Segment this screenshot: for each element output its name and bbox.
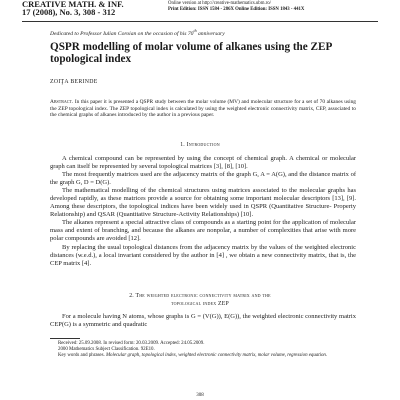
footnote-msc: 2000 Mathematics Subject Classification. 92E10. xyxy=(58,347,155,353)
footnotes xyxy=(50,341,356,359)
paragraph: A chemical compound can be represented by using the concept of chemical graph. A chemical or molecular graph can itself be represented by several topological matrices [3], [8], [10]. xyxy=(50,155,356,171)
section-heading-line: topological index ZEP xyxy=(171,300,229,307)
header-rule xyxy=(22,21,378,22)
abstract-lead: Abstract. xyxy=(50,99,74,105)
author-name: ZOIŢA BERINDE xyxy=(50,79,98,85)
paragraph: The alkanes represent a special attractive class of compounds as a starting point for the application of molecular mass and extent of branching, and because the alkanes are nonpolar, a number of complexities that arise with more polar compounds are avoided [12]. xyxy=(50,219,356,243)
paragraph: The mathematical modelling of the chemical structures using matrices associated to the molecular graphs has developed rapidly, as these matrices provide a source for obtaining some important molecular descriptors [13], [9]. Among these descriptors, the topological indices have been widely used in QSPR (Quantitative Structure- Property Relationship) and QSAR (Quantitative Structure-Activity Relationships) [10]. xyxy=(50,187,356,219)
online-info xyxy=(168,1,304,13)
paragraph: By replacing the usual topological distances from the adjacency matrix by the values of the weighted electronic distances (w.e.d.), a local invariant considered by the author in [4] , we obtain a new connectivity matrix, that is, the CEP matrix [4]. xyxy=(50,243,356,267)
keywords-text: Molecular graph, topological index, weighted electronic connectivity matrix, molar volume, regression equation. xyxy=(104,353,328,359)
abstract xyxy=(50,99,356,119)
dedication-after: anniversary xyxy=(196,30,225,37)
paper-title: QSPR modelling of molar volume of alkanes using the ZEP topological index xyxy=(50,41,332,65)
issn-line: Print Edition: ISSN 1584 - 286X Online Edition: ISSN 1843 - 441X xyxy=(168,7,305,12)
introduction-body xyxy=(50,155,356,268)
dedication xyxy=(50,28,225,37)
journal-info xyxy=(22,0,124,16)
abstract-text: In this paper it is presented a QSPR study between the molar volume (MV) and molecular structure for a set of 70 alkanes using the ZEP topological index. The ZEP topological index is calculated by using the weighted electronic connectivity matrix, CEP, associated to the chemical graphs of alkanes introduced by the author in a previous paper. xyxy=(50,99,356,119)
page-number: 308 xyxy=(196,393,204,398)
keywords-label: Key words and phrases. xyxy=(58,353,105,359)
paragraph: For a molecule having N atoms, whose graphs is G = (V(G)), E(G)), the weighted electronic connectivity matrix CEP(G) is a symmetric and quadratic xyxy=(50,313,356,329)
journal-header xyxy=(0,0,400,20)
dedication-text: Dedicated to Professor Iulian Coroian on the occasion of his 70 xyxy=(50,30,194,37)
footnote-received: Received: 25.09.2008. In revised form: 20.03.2009. Accepted: 24.05.2009. xyxy=(58,341,205,346)
section-heading-introduction: 1. Introduction xyxy=(180,142,220,148)
section-heading-line: 2. The weighted electronic connectivity matrix and the xyxy=(129,293,271,299)
journal-name: CREATIVE MATH. & INF. xyxy=(22,0,124,9)
paragraph: The most frequently matrices used are the adjacency matrix of the graph G, A = A(G), and the distance matrix of the graph G, D = D(G). xyxy=(50,171,356,187)
footnote-rule xyxy=(50,338,80,339)
journal-volume: 17 (2008), No. 3, 308 - 312 xyxy=(22,7,116,17)
section2-body xyxy=(50,313,356,329)
footnote-keywords xyxy=(50,353,356,359)
dedication-sup: th xyxy=(193,28,197,33)
section-heading-weighted-matrix xyxy=(0,293,400,308)
online-version[interactable]: Online version at http://creative-mathematics.ubm.ro/ xyxy=(168,1,271,6)
